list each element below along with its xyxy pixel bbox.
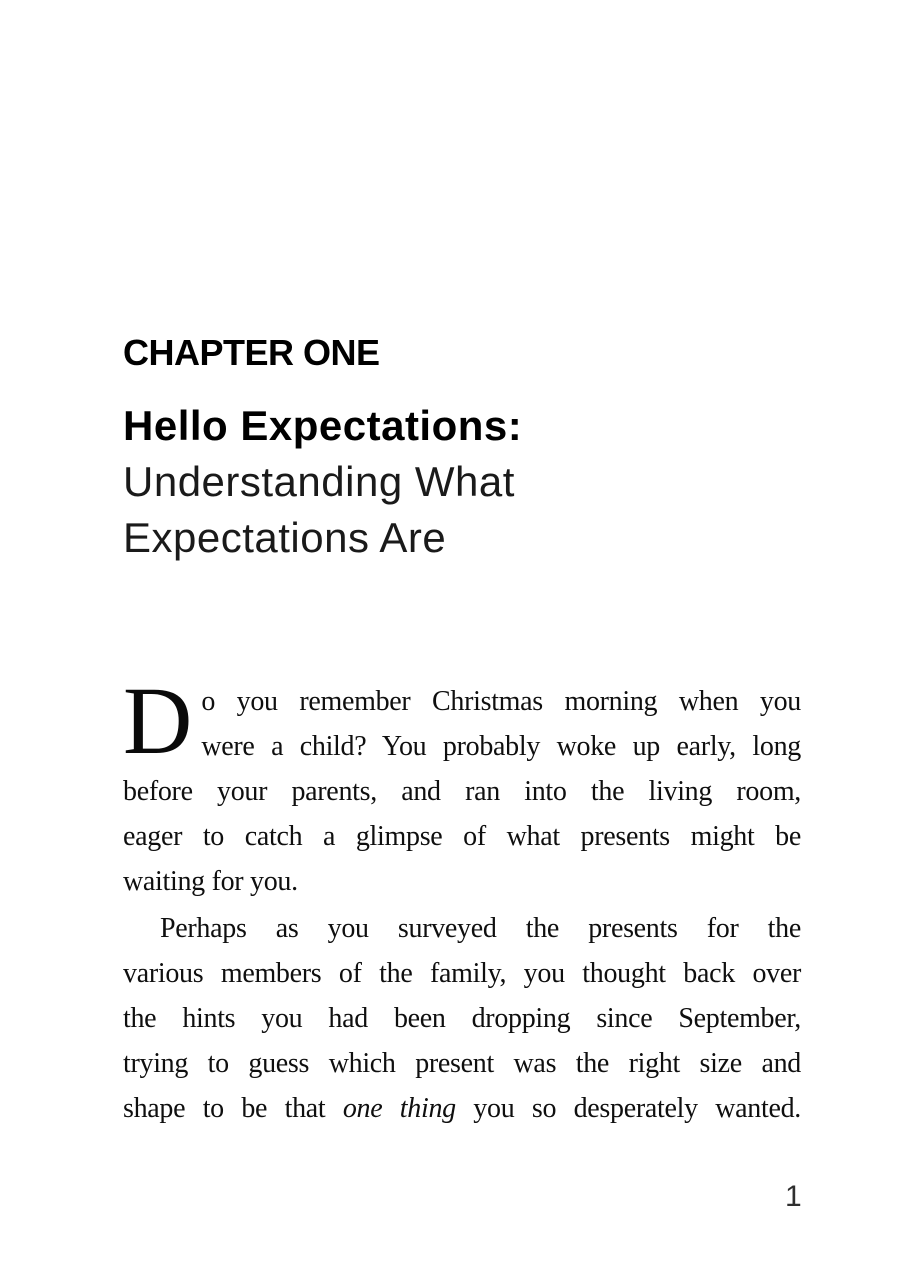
final-line-pre: shape to be that	[123, 1093, 343, 1124]
body-line: waiting for you.	[123, 866, 298, 897]
body-line: various members of the family, you thought back over	[123, 958, 801, 989]
paragraph-1	[123, 667, 801, 904]
body-line: the hints you had been dropping since September,	[123, 1003, 801, 1034]
body-text	[123, 667, 801, 1131]
chapter-title-bold-line: Hello Expectations:	[123, 402, 523, 449]
chapter-kicker: CHAPTER ONE	[123, 332, 380, 373]
body-line: Perhaps as you surveyed the presents for the	[160, 913, 801, 944]
paragraph-2	[123, 906, 801, 1131]
body-line: o you remember Christmas morning when you	[201, 686, 801, 717]
body-line: eager to catch a glimpse of what presents might be	[123, 821, 801, 852]
final-line-post: you so desperately wanted.	[455, 1093, 801, 1124]
chapter-subtitle-line-1: Understanding What	[123, 458, 515, 505]
chapter-subtitle-line-2: Expectations Are	[123, 514, 447, 561]
page-number: 1	[785, 1180, 802, 1213]
body-line: trying to guess which present was the right size and	[123, 1048, 801, 1079]
body-line: were a child? You probably woke up early, long	[201, 731, 801, 762]
chapter-title	[123, 398, 522, 566]
final-line-italic-phrase: one thing	[342, 1093, 456, 1124]
dropcap-letter: D	[123, 667, 193, 774]
body-line: before your parents, and ran into the living room,	[123, 776, 801, 807]
body-line-with-italic	[123, 1086, 801, 1131]
